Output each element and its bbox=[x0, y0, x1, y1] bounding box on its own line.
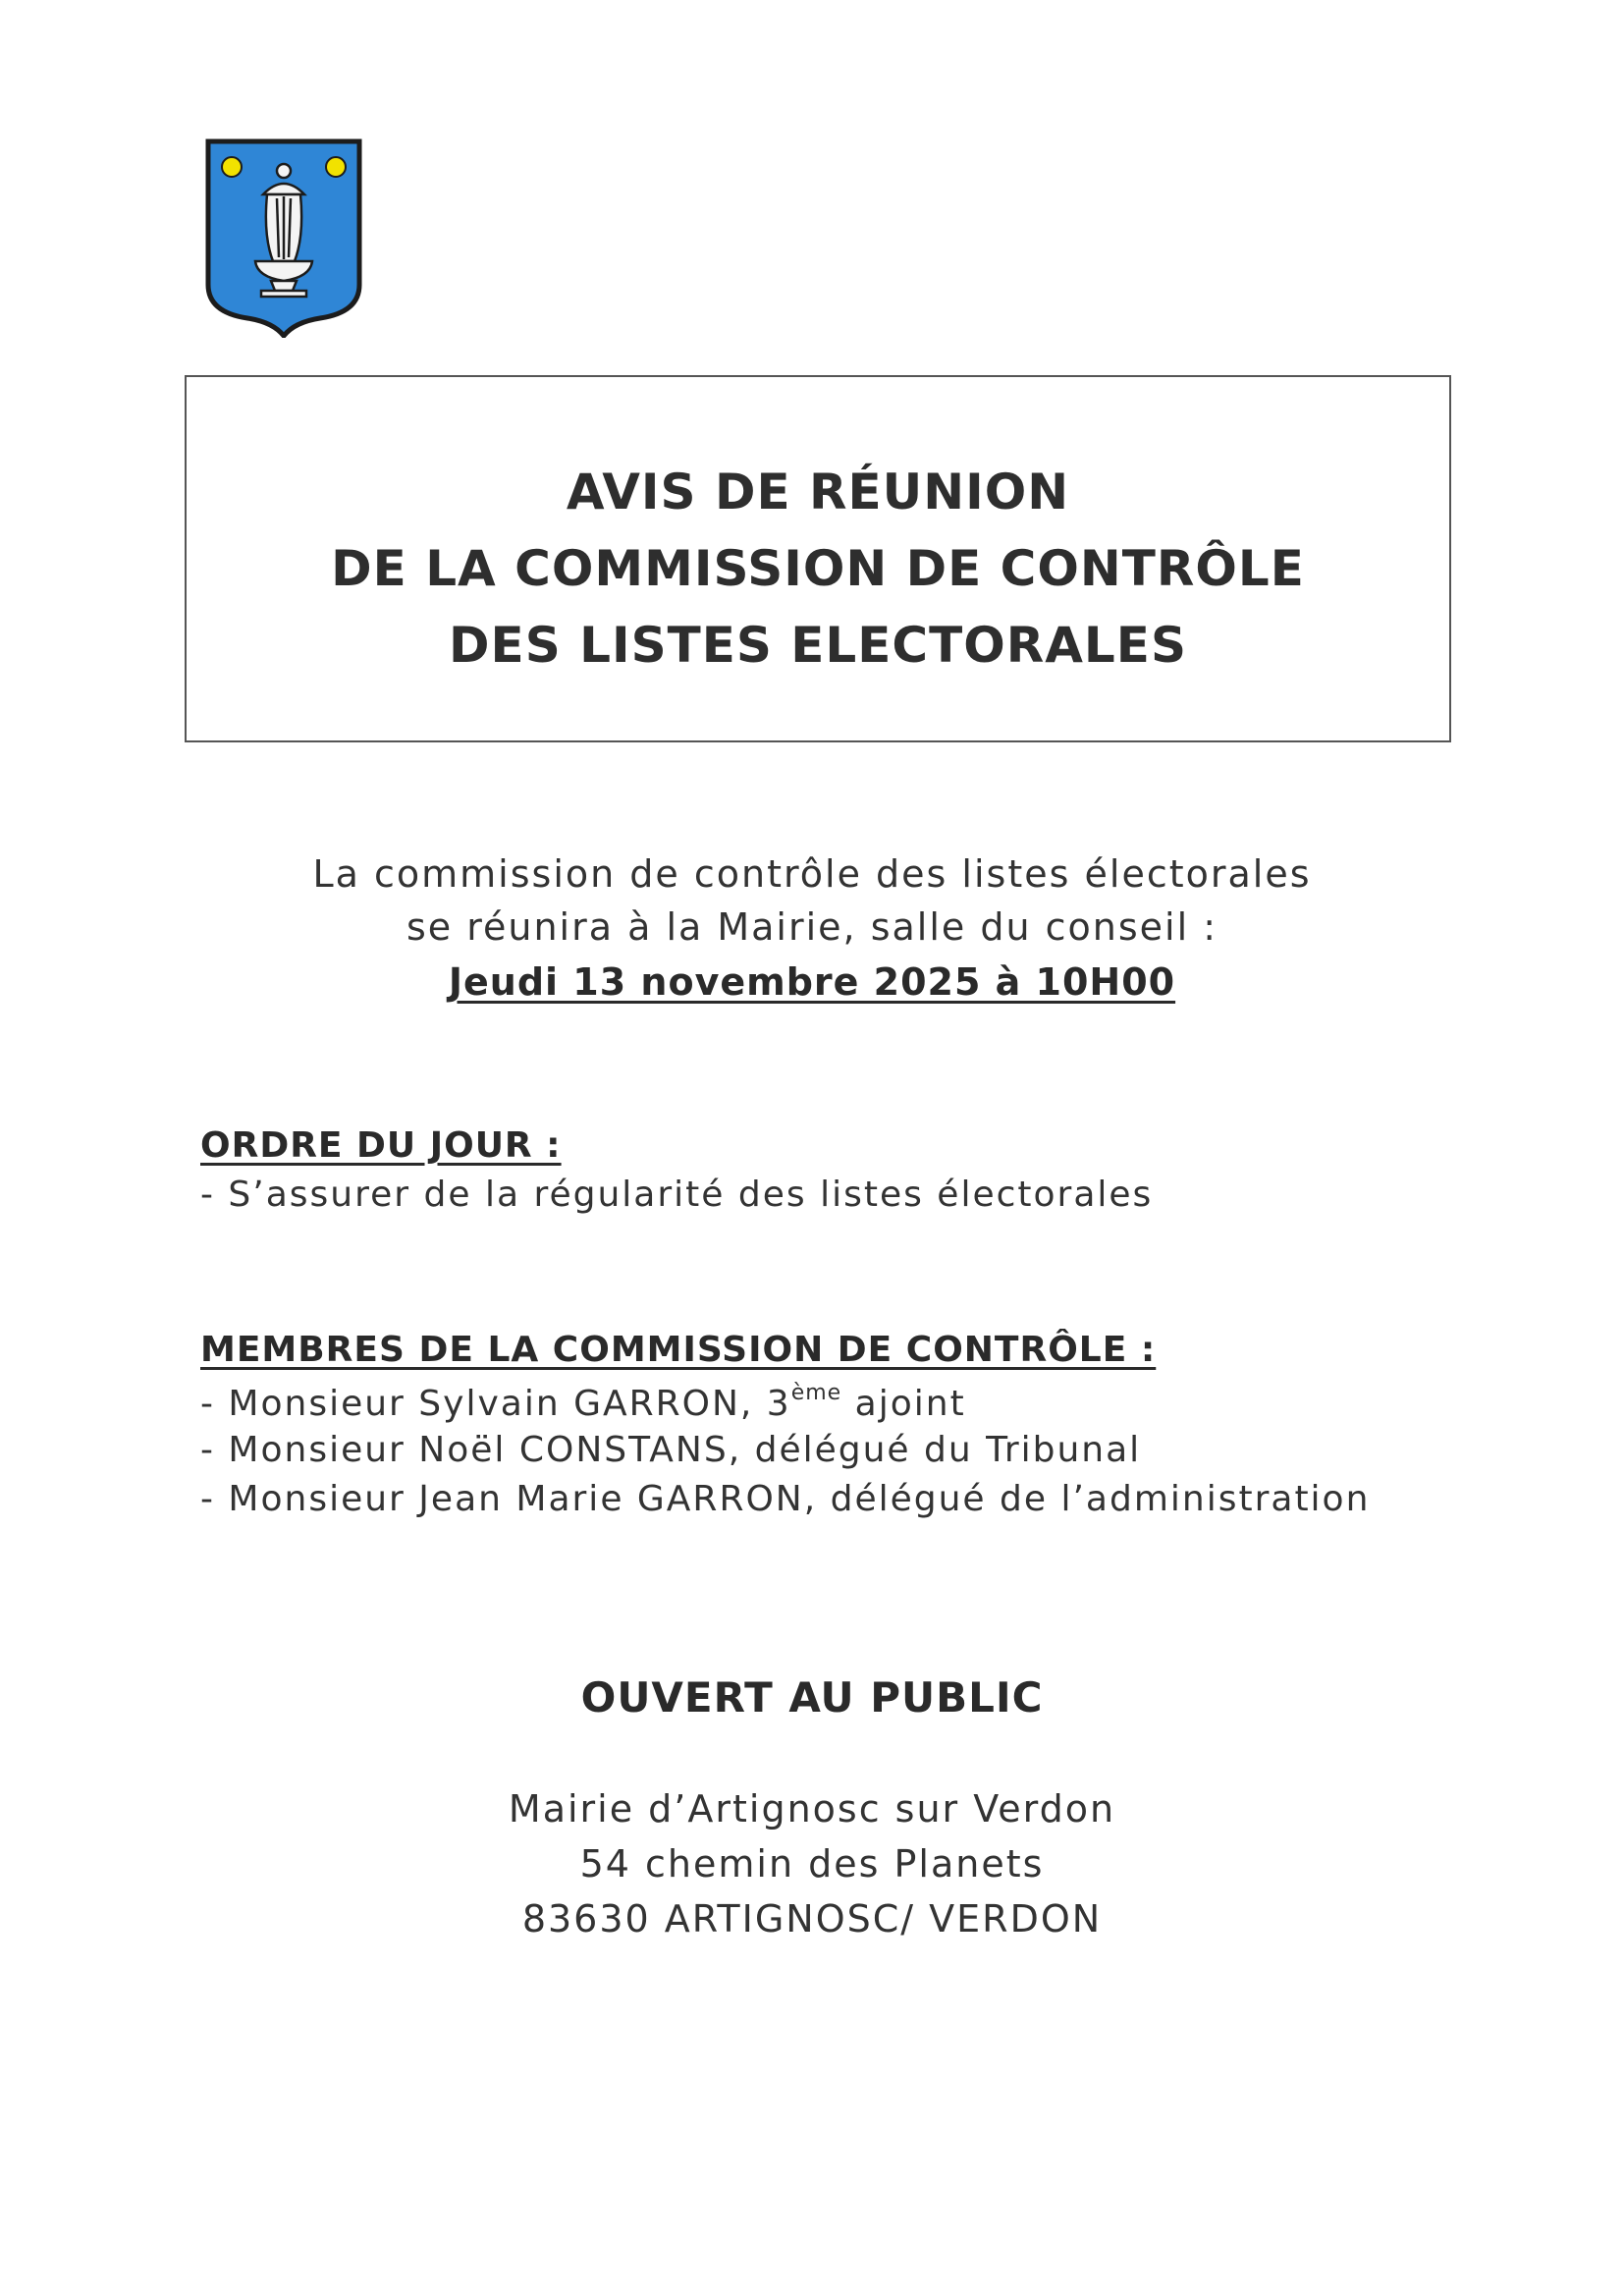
title-line-1: AVIS DE RÉUNION bbox=[566, 464, 1070, 520]
besant-left bbox=[222, 157, 242, 177]
besant-right bbox=[326, 157, 346, 177]
member-item: - Monsieur Jean Marie GARRON, délégué de l’administration bbox=[200, 1479, 1371, 1519]
member-item: - Monsieur Noël CONSTANS, délégué du Tribunal bbox=[200, 1430, 1142, 1470]
member-item bbox=[200, 1381, 966, 1424]
members-heading: MEMBRES DE LA COMMISSION DE CONTRÔLE : bbox=[200, 1330, 1157, 1370]
title-line-3: DES LISTES ELECTORALES bbox=[449, 617, 1187, 674]
member-item-role: ajoint bbox=[841, 1384, 966, 1424]
address-line-1: Mairie d’Artignosc sur Verdon bbox=[508, 1787, 1116, 1831]
meeting-date: Jeudi 13 novembre 2025 à 10H00 bbox=[448, 960, 1176, 1004]
ordinal-superscript: ème bbox=[790, 1381, 842, 1405]
intro-line-1: La commission de contrôle des listes électorales bbox=[312, 852, 1312, 896]
title-line-2: DE LA COMMISSION DE CONTRÔLE bbox=[331, 540, 1305, 597]
agenda-item: - S’assurer de la régularité des listes électorales bbox=[200, 1175, 1154, 1215]
address-line-3: 83630 ARTIGNOSC/ VERDON bbox=[521, 1897, 1103, 1941]
address-line-2: 54 chemin des Planets bbox=[579, 1842, 1045, 1886]
agenda-heading: ORDRE DU JOUR : bbox=[200, 1125, 562, 1166]
public-notice: OUVERT AU PUBLIC bbox=[580, 1673, 1044, 1722]
member-item-text: - Monsieur Sylvain GARRON, 3 bbox=[200, 1384, 791, 1424]
title-box bbox=[185, 375, 1451, 742]
intro-line-2: se réunira à la Mairie, salle du conseil : bbox=[406, 905, 1218, 949]
coat-of-arms-icon bbox=[204, 137, 363, 338]
